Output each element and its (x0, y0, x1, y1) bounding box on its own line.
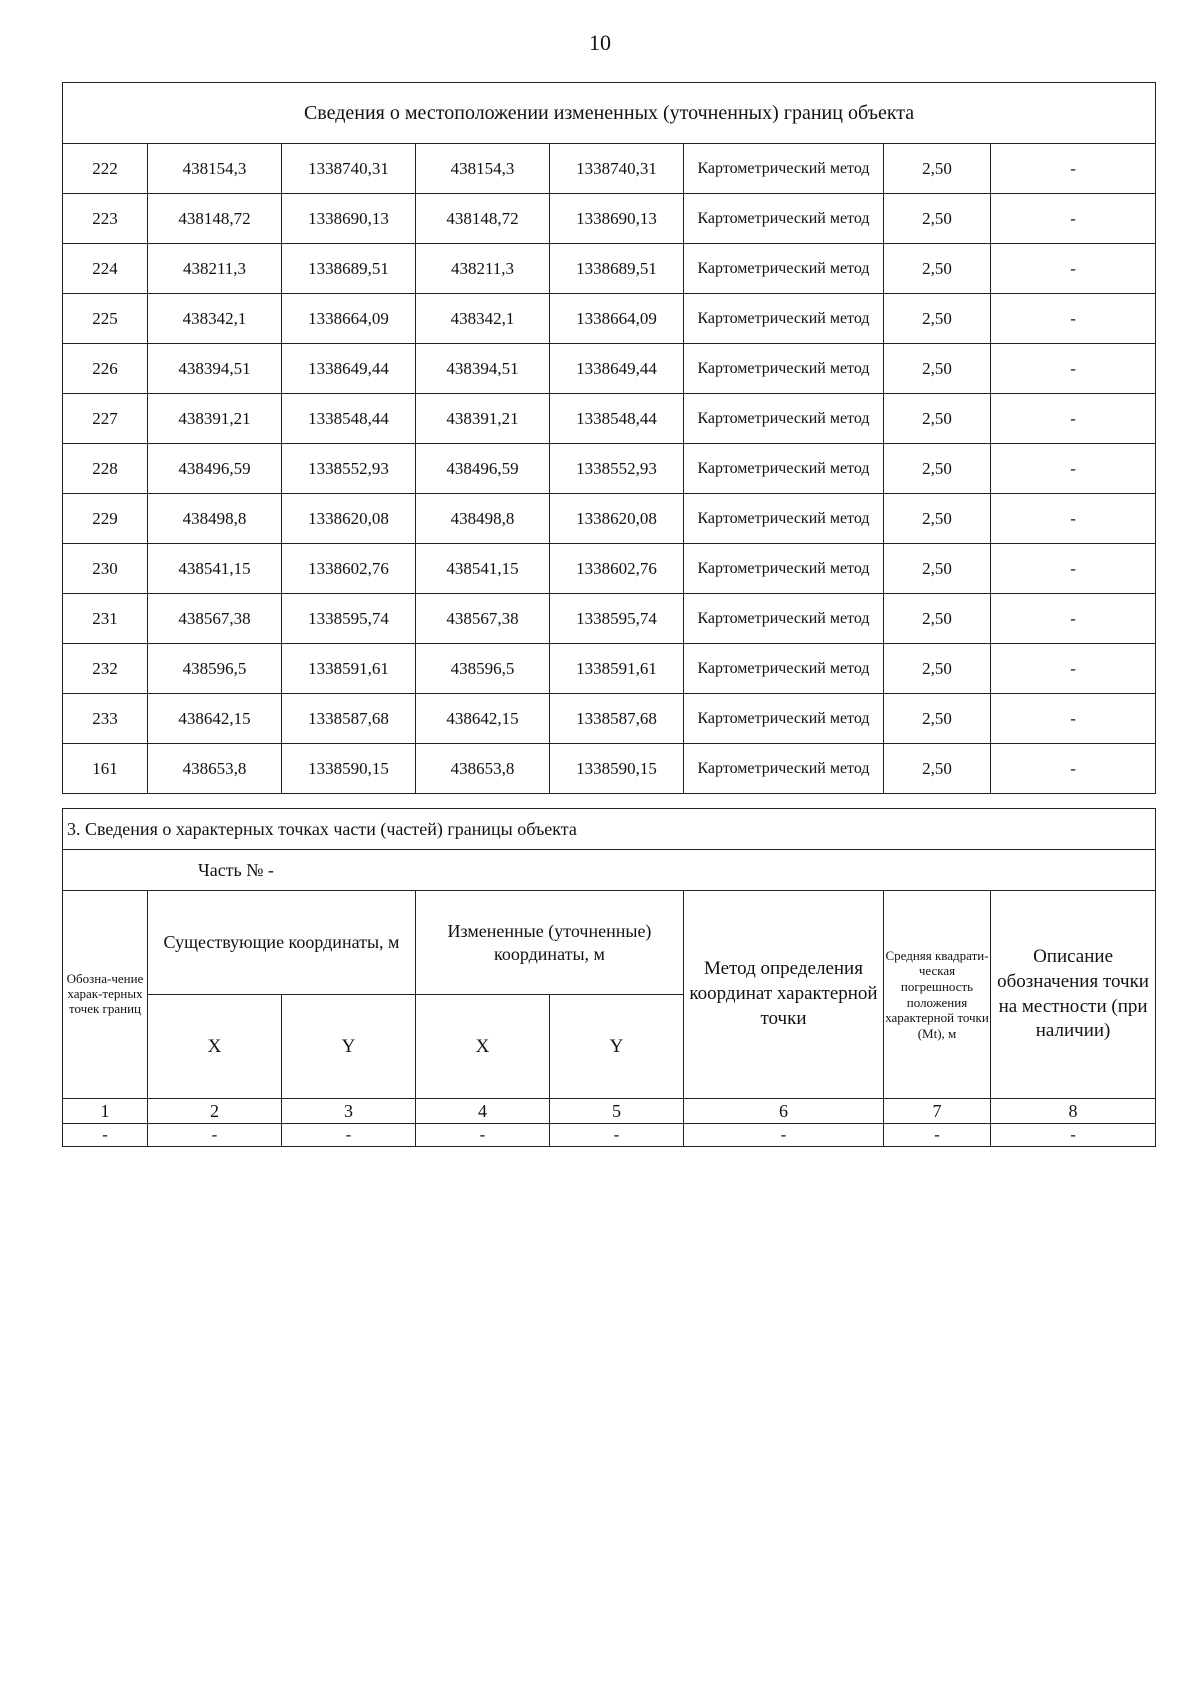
point-cell: 233 (63, 694, 148, 744)
existing-x-cell: 438391,21 (148, 394, 282, 444)
description-cell: - (991, 394, 1156, 444)
point-cell: 222 (63, 144, 148, 194)
existing-y-cell: 1338664,09 (282, 294, 416, 344)
changed-x-cell: 438391,21 (416, 394, 550, 444)
point-cell: 161 (63, 744, 148, 794)
changed-y-cell: 1338690,13 (550, 194, 684, 244)
existing-y-cell: 1338740,31 (282, 144, 416, 194)
accuracy-cell: 2,50 (884, 744, 991, 794)
existing-x-cell: 438496,59 (148, 444, 282, 494)
point-cell: 224 (63, 244, 148, 294)
existing-y-cell: 1338587,68 (282, 694, 416, 744)
empty-cell: - (991, 1124, 1156, 1147)
column-number: 7 (884, 1099, 991, 1124)
description-cell: - (991, 544, 1156, 594)
description-cell: - (991, 694, 1156, 744)
accuracy-cell: 2,50 (884, 644, 991, 694)
changed-x-cell: 438567,38 (416, 594, 550, 644)
empty-cell: - (684, 1124, 884, 1147)
changed-x-cell: 438596,5 (416, 644, 550, 694)
column-number: 8 (991, 1099, 1156, 1124)
column-number: 2 (148, 1099, 282, 1124)
description-cell: - (991, 594, 1156, 644)
existing-x-cell: 438154,3 (148, 144, 282, 194)
point-cell: 231 (63, 594, 148, 644)
accuracy-cell: 2,50 (884, 394, 991, 444)
existing-y-cell: 1338690,13 (282, 194, 416, 244)
point-cell: 226 (63, 344, 148, 394)
accuracy-cell: 2,50 (884, 144, 991, 194)
existing-x-cell: 438596,5 (148, 644, 282, 694)
accuracy-cell: 2,50 (884, 494, 991, 544)
page-number: 10 (589, 30, 611, 55)
table-row (63, 144, 1156, 194)
changed-x-cell: 438154,3 (416, 144, 550, 194)
existing-x-cell: 438148,72 (148, 194, 282, 244)
point-cell: 232 (63, 644, 148, 694)
table-row (63, 494, 1156, 544)
changed-x-cell: 438653,8 (416, 744, 550, 794)
accuracy-cell: 2,50 (884, 544, 991, 594)
accuracy-cell: 2,50 (884, 294, 991, 344)
empty-cell: - (282, 1124, 416, 1147)
table-row (63, 344, 1156, 394)
changed-x-cell: 438498,8 (416, 494, 550, 544)
part-label: Часть № - (63, 850, 1156, 891)
accuracy-cell: 2,50 (884, 244, 991, 294)
description-cell: - (991, 244, 1156, 294)
part-points-table (62, 808, 1156, 1147)
empty-cell: - (550, 1124, 684, 1147)
existing-x-cell: 438211,3 (148, 244, 282, 294)
method-cell: Картометрический метод (684, 694, 884, 744)
method-cell: Картометрический метод (684, 194, 884, 244)
changed-x-cell: 438496,59 (416, 444, 550, 494)
table-title: Сведения о местоположении измененных (уточненных) границ объекта (63, 83, 1156, 144)
empty-cell: - (63, 1124, 148, 1147)
description-cell: - (991, 194, 1156, 244)
existing-y-cell: 1338590,15 (282, 744, 416, 794)
column-number: 6 (684, 1099, 884, 1124)
table-row (63, 744, 1156, 794)
method-cell: Картометрический метод (684, 394, 884, 444)
method-cell: Картометрический метод (684, 494, 884, 544)
accuracy-cell: 2,50 (884, 694, 991, 744)
description-cell: - (991, 444, 1156, 494)
changed-x-cell: 438394,51 (416, 344, 550, 394)
changed-x-cell: 438211,3 (416, 244, 550, 294)
existing-x-cell: 438498,8 (148, 494, 282, 544)
existing-y-cell: 1338689,51 (282, 244, 416, 294)
changed-y-cell: 1338649,44 (550, 344, 684, 394)
changed-y-cell: 1338548,44 (550, 394, 684, 444)
boundary-points-table (62, 82, 1156, 794)
existing-y-cell: 1338595,74 (282, 594, 416, 644)
existing-x-cell: 438642,15 (148, 694, 282, 744)
existing-x-cell: 438394,51 (148, 344, 282, 394)
description-cell: - (991, 644, 1156, 694)
existing-y-cell: 1338620,08 (282, 494, 416, 544)
header-point-designation: Обозна-чение харак-терных точек границ (63, 891, 148, 1099)
description-cell: - (991, 744, 1156, 794)
existing-x-cell: 438342,1 (148, 294, 282, 344)
empty-cell: - (148, 1124, 282, 1147)
point-cell: 228 (63, 444, 148, 494)
description-cell: - (991, 344, 1156, 394)
header-existing-coordinates: Существующие координаты, м (148, 891, 416, 995)
existing-y-cell: 1338552,93 (282, 444, 416, 494)
point-cell: 227 (63, 394, 148, 444)
table-row (63, 694, 1156, 744)
existing-x-cell: 438653,8 (148, 744, 282, 794)
table-row (63, 194, 1156, 244)
column-number: 3 (282, 1099, 416, 1124)
method-cell: Картометрический метод (684, 544, 884, 594)
existing-y-cell: 1338591,61 (282, 644, 416, 694)
existing-x-cell: 438567,38 (148, 594, 282, 644)
existing-x-cell: 438541,15 (148, 544, 282, 594)
changed-y-cell: 1338590,15 (550, 744, 684, 794)
existing-y-cell: 1338548,44 (282, 394, 416, 444)
method-cell: Картометрический метод (684, 344, 884, 394)
method-cell: Картометрический метод (684, 144, 884, 194)
empty-cell: - (884, 1124, 991, 1147)
method-cell: Картометрический метод (684, 244, 884, 294)
accuracy-cell: 2,50 (884, 194, 991, 244)
changed-y-cell: 1338620,08 (550, 494, 684, 544)
accuracy-cell: 2,50 (884, 444, 991, 494)
changed-x-cell: 438541,15 (416, 544, 550, 594)
table-row (63, 244, 1156, 294)
changed-y-cell: 1338591,61 (550, 644, 684, 694)
table-row (63, 394, 1156, 444)
empty-cell: - (416, 1124, 550, 1147)
table-row (63, 294, 1156, 344)
existing-y-cell: 1338649,44 (282, 344, 416, 394)
method-cell: Картометрический метод (684, 644, 884, 694)
header-accuracy: Средняя квадрати-ческая погрешность положения характерной точки (Mt), м (884, 891, 991, 1099)
changed-x-cell: 438148,72 (416, 194, 550, 244)
changed-y-cell: 1338689,51 (550, 244, 684, 294)
table-row (63, 544, 1156, 594)
description-cell: - (991, 294, 1156, 344)
header-changed-y: Y (550, 995, 684, 1099)
changed-y-cell: 1338602,76 (550, 544, 684, 594)
description-cell: - (991, 494, 1156, 544)
table-row (63, 594, 1156, 644)
changed-y-cell: 1338587,68 (550, 694, 684, 744)
header-existing-y: Y (282, 995, 416, 1099)
header-changed-coordinates: Измененные (уточненные) координаты, м (416, 891, 684, 995)
point-cell: 225 (63, 294, 148, 344)
header-description: Описание обозначения точки на местности (при наличии) (991, 891, 1156, 1099)
table-row (63, 444, 1156, 494)
header-existing-x: X (148, 995, 282, 1099)
method-cell: Картометрический метод (684, 594, 884, 644)
changed-x-cell: 438642,15 (416, 694, 550, 744)
point-cell: 229 (63, 494, 148, 544)
method-cell: Картометрический метод (684, 294, 884, 344)
header-method: Метод определения координат характерной точки (684, 891, 884, 1099)
changed-y-cell: 1338595,74 (550, 594, 684, 644)
point-cell: 223 (63, 194, 148, 244)
column-number: 1 (63, 1099, 148, 1124)
existing-y-cell: 1338602,76 (282, 544, 416, 594)
changed-x-cell: 438342,1 (416, 294, 550, 344)
table-row (63, 644, 1156, 694)
accuracy-cell: 2,50 (884, 344, 991, 394)
section-title: 3. Сведения о характерных точках части (частей) границы объекта (63, 809, 1156, 850)
description-cell: - (991, 144, 1156, 194)
accuracy-cell: 2,50 (884, 594, 991, 644)
changed-y-cell: 1338552,93 (550, 444, 684, 494)
method-cell: Картометрический метод (684, 444, 884, 494)
point-cell: 230 (63, 544, 148, 594)
method-cell: Картометрический метод (684, 744, 884, 794)
changed-y-cell: 1338740,31 (550, 144, 684, 194)
changed-y-cell: 1338664,09 (550, 294, 684, 344)
column-number: 4 (416, 1099, 550, 1124)
column-number: 5 (550, 1099, 684, 1124)
header-changed-x: X (416, 995, 550, 1099)
